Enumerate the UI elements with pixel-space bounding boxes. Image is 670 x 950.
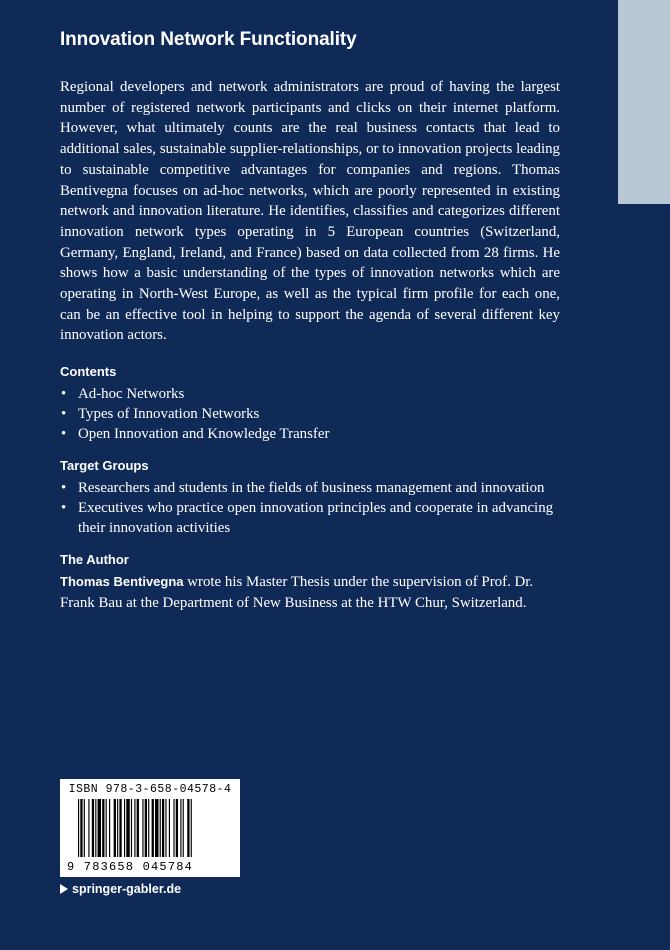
barcode-bar xyxy=(160,799,161,857)
barcode-bar xyxy=(119,799,121,857)
barcode-bar xyxy=(155,799,158,857)
barcode-bar xyxy=(102,799,104,857)
contents-list xyxy=(60,384,560,444)
book-title: Innovation Network Functionality xyxy=(60,29,357,50)
barcode-bar xyxy=(92,799,94,857)
barcode-bar xyxy=(173,799,174,857)
author-bio-text: wrote his Master Thesis under the supervision of Prof. Dr. Frank Bau at the Department of New Business at the HTW Chur, Switzerland. xyxy=(60,574,534,611)
barcode-bar xyxy=(169,799,170,857)
barcode-bar xyxy=(134,799,135,857)
barcode-bar xyxy=(187,799,189,857)
list-item: • Executives who practice open innovation principles and cooperate in advancing their innovation activities xyxy=(60,498,560,538)
barcode-bar xyxy=(126,799,129,857)
blurb-paragraph: Regional developers and network administrators are proud of having the largest number of registered network participants and clicks on their internet platform. However, what ultimately counts are the real business contacts that lead to additional sales, sustainable supplier-relationships, or to innovation projects leading to sustainable competitive advantages for companies and regions. Thomas Bentivegna focuses on ad-hoc networks, which are poorly represented in existing network and innovation literature. He identifies, classifies and categorizes different innovation network types operating in 5 European countries (Switzerland, Germany, England, Ireland, and France) based on data collected from 28 firms. He shows how a basic understanding of the types of innovation networks which are operating in North-West Europe, as well as the typical firm profile for each one, can be an effective tool in helping to support the agenda of several different key innovation actors. xyxy=(60,79,560,344)
barcode-bar xyxy=(137,799,139,857)
barcode-bar xyxy=(176,799,178,857)
barcode-bar xyxy=(165,799,166,857)
barcode-bar xyxy=(88,799,89,857)
barcode-bar xyxy=(117,799,118,857)
barcode-digits: 9 783658 045784 xyxy=(67,860,194,874)
barcode-bar xyxy=(114,799,116,857)
list-item: • Open Innovation and Knowledge Transfer xyxy=(60,424,560,444)
publisher-url: springer-gabler.de xyxy=(72,882,182,896)
author-heading: The Author xyxy=(60,552,129,568)
back-cover-content xyxy=(60,28,560,613)
target-groups-list xyxy=(60,478,560,538)
barcode-bar xyxy=(131,799,132,857)
barcode-bar xyxy=(152,799,154,857)
publisher-link[interactable] xyxy=(60,882,181,896)
isbn-label: ISBN 978-3-658-04578-4 xyxy=(68,783,232,796)
barcode-bar xyxy=(148,799,149,857)
barcode-bar xyxy=(109,799,110,857)
barcode-bar xyxy=(145,799,147,857)
barcode-icon xyxy=(78,799,230,857)
barcode-bar xyxy=(98,799,101,857)
accent-strip xyxy=(618,0,670,204)
contents-heading: Contents xyxy=(60,364,117,380)
barcode-bar xyxy=(180,799,181,857)
target-groups-heading: Target Groups xyxy=(60,458,149,474)
barcode-bar xyxy=(95,799,96,857)
barcode-bar xyxy=(124,799,125,857)
author-bio xyxy=(60,572,560,613)
isbn-barcode xyxy=(60,779,240,877)
barcode-bar xyxy=(162,799,164,857)
barcode-bar xyxy=(142,799,143,857)
barcode-bar xyxy=(78,799,79,857)
barcode-bar xyxy=(106,799,107,857)
author-name: Thomas Bentivegna xyxy=(60,574,184,590)
list-item: • Types of Innovation Networks xyxy=(60,404,560,424)
barcode-bar xyxy=(183,799,184,857)
barcode-bar xyxy=(80,799,82,857)
barcode-bar xyxy=(191,799,192,857)
list-item: • Ad-hoc Networks xyxy=(60,384,560,404)
arrow-right-icon xyxy=(60,884,68,894)
list-item: • Researchers and students in the fields of business management and innovation xyxy=(60,478,560,498)
barcode-bar xyxy=(84,799,85,857)
